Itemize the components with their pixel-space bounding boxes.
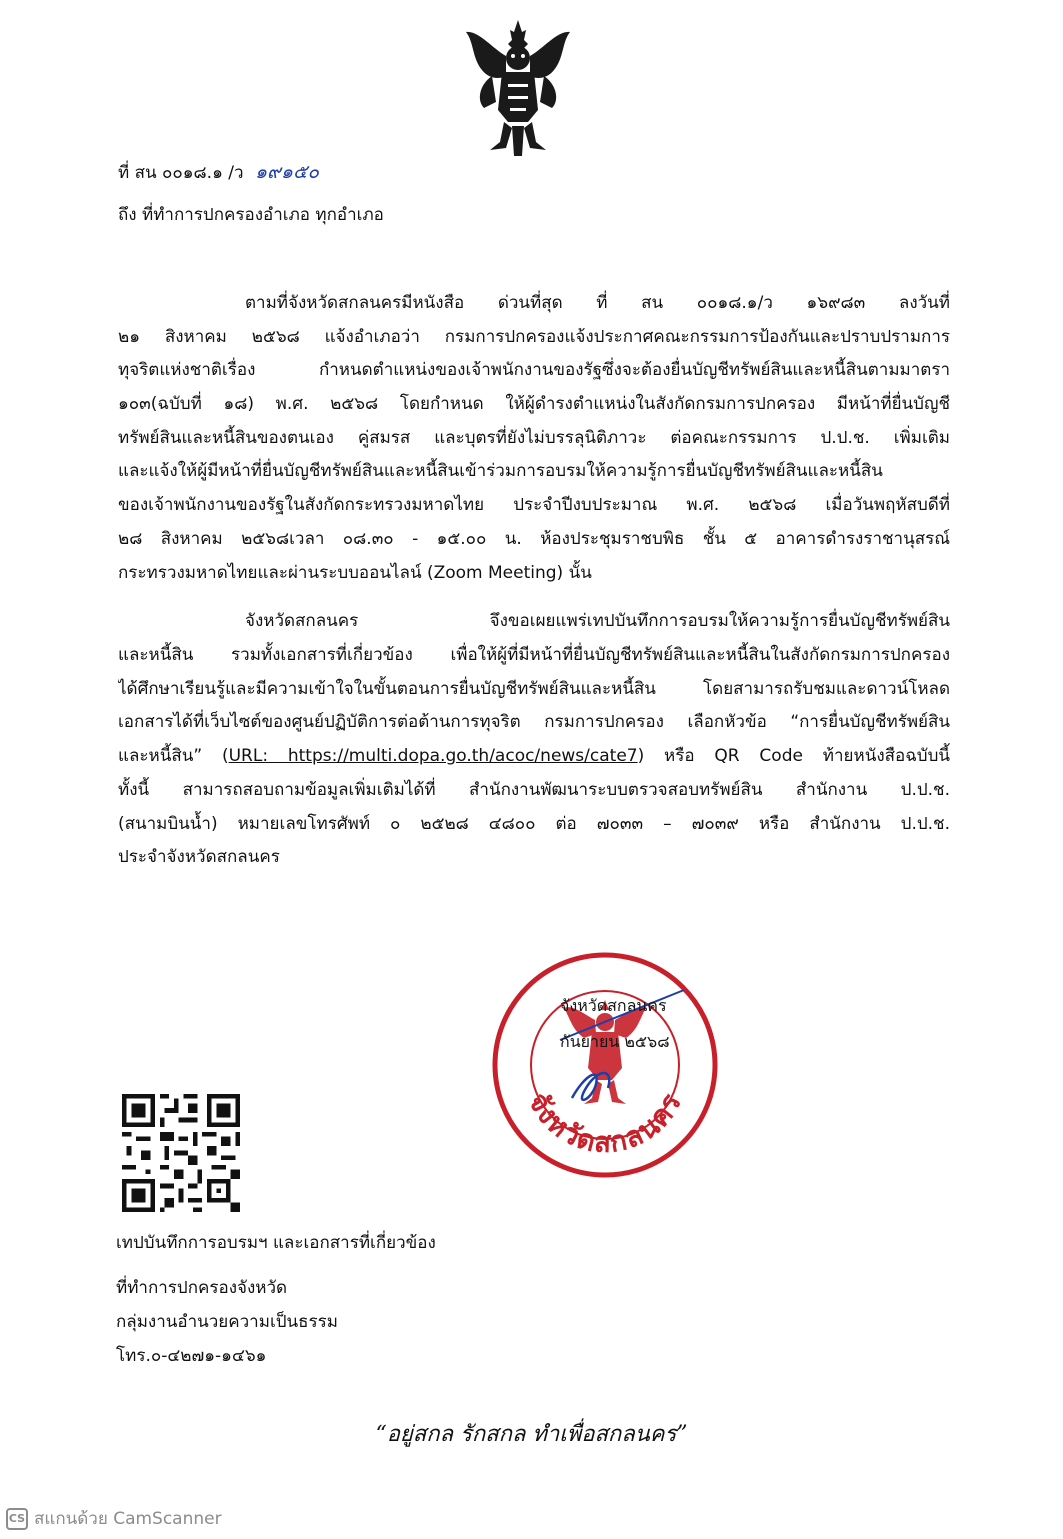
work-group-name: กลุ่มงานอำนวยความเป็นธรรม — [116, 1312, 339, 1332]
paragraph-1-line: และแจ้งให้ผู้มีหน้าที่ยื่นบัญชีทรัพย์สินและหนี้สินเข้าร่วมการอบรมให้ความรู้การยื่นบัญชีทรัพย์สินและหนี้สิน — [118, 461, 883, 481]
paragraph-2-line: เอกสารได้ที่เว็บไซต์ของศูนย์ปฏิบัติการต่อต้านการทุจริต กรมการปกครอง เลือกหัวข้อ “การยื่นบัญชีทรัพย์สิน — [118, 712, 950, 732]
paragraph-2-line: ได้ศึกษาเรียนรู้และมีความเข้าใจในขั้นตอนการยื่นบัญชีทรัพย์สินและหนี้สิน โดยสามารถรับชมและดาวน์โหลด — [118, 679, 950, 699]
seal-ring-text: จังหวัดสกลนคร — [521, 1087, 689, 1160]
url-prefix: และหนี้สิน” ( — [118, 746, 229, 766]
provincial-seal-stamp-icon — [488, 948, 722, 1182]
camscanner-watermark — [6, 1505, 222, 1532]
paragraph-2-line: และหนี้สิน รวมทั้งเอกสารที่เกี่ยวข้อง เพื่อให้ผู้ที่มีหน้าที่ยื่นบัญชีทรัพย์สินและหนี้สินในสังกัดกรมการปกครอง — [118, 645, 950, 665]
office-name: ที่ทำการปกครองจังหวัด — [116, 1278, 288, 1298]
addressee: ถึง ที่ทำการปกครองอำเภอ ทุกอำเภอ — [118, 205, 384, 225]
url-suffix: ) หรือ QR Code ท้ายหนังสือฉบับนี้ — [637, 746, 950, 766]
reference-number — [118, 155, 319, 190]
paragraph-1-line: ๑๐๓(ฉบับที่ ๑๘) พ.ศ. ๒๕๖๘ โดยกำหนด ให้ผู้ดำรงตำแหน่งในสังกัดกรมการปกครอง มีหน้าที่ยื่นบัญชี — [118, 394, 950, 414]
phone-number: โทร.๐-๔๒๗๑-๑๔๖๑ — [116, 1346, 267, 1366]
paragraph-2-line: จังหวัดสกลนคร จึงขอเผยแพร่เทปบันทึกการอบรมให้ความรู้การยื่นบัญชีทรัพย์สิน — [245, 611, 950, 631]
camscanner-logo-icon: CS — [6, 1508, 28, 1530]
camscanner-text: สแกนด้วย CamScanner — [34, 1509, 222, 1529]
paragraph-1-line: ๒๑ สิงหาคม ๒๕๖๘ แจ้งอำเภอว่า กรมการปกครองแจ้งประกาศคณะกรรมการป้องกันและปราบปรามการ — [118, 327, 950, 347]
paragraph-1-line: ๒๘ สิงหาคม ๒๕๖๘เวลา ๐๘.๓๐ - ๑๕.๐๐ น. ห้องประชุมราชบพิธ ชั้น ๕ อาคารดำรงราชานุสรณ์ — [118, 529, 950, 549]
qr-code-icon[interactable] — [122, 1094, 240, 1212]
paragraph-1-line: ทุจริตแห่งชาติเรื่อง กำหนดตำแหน่งของเจ้าพนักงานของรัฐซึ่งจะต้องยื่นบัญชีทรัพย์สินและหนี้สินตามมาตรา — [118, 360, 950, 380]
paragraph-1-line: ทรัพย์สินและหนี้สินของตนเอง คู่สมรส และบุตรที่ยังไม่บรรลุนิติภาวะ ต่อคณะกรรมการ ป.ป.ช. เพิ่มเติม — [118, 428, 950, 448]
seal-province-text: จังหวัดสกลนคร — [560, 996, 667, 1015]
qr-caption: เทปบันทึกการอบรมฯ และเอกสารที่เกี่ยวข้อง — [116, 1233, 436, 1253]
paragraph-1-line: ของเจ้าพนักงานของรัฐในสังกัดกระทรวงมหาดไทย ประจำปีงบประมาณ พ.ศ. ๒๕๖๘ เมื่อวันพฤหัสบดีที่ — [118, 495, 950, 515]
paragraph-1-line: ตามที่จังหวัดสกลนครมีหนังสือ ด่วนที่สุด ที่ สน ๐๐๑๘.๑/ว ๑๖๙๘๓ ลงวันที่ — [245, 293, 950, 313]
reference-prefix: ที่ สน ๐๐๑๘.๑ /ว — [118, 163, 244, 183]
province-motto: “อยู่สกล รักสกล ทำเพื่อสกลนคร” — [375, 1422, 688, 1447]
svg-text:จังหวัดสกลนคร — [522, 1087, 689, 1159]
paragraph-2-line: (สนามบินน้ำ) หมายเลขโทรศัพท์ ๐ ๒๕๒๘ ๔๘๐๐ ต่อ ๗๐๓๓ – ๗๐๓๙ หรือ สำนักงาน ป.ป.ช. — [118, 814, 950, 834]
paragraph-2-line: ทั้งนี้ สามารถสอบถามข้อมูลเพิ่มเติมได้ที่ สำนักงานพัฒนาระบบตรวจสอบทรัพย์สิน สำนักงาน ป.ป.ช. — [118, 780, 950, 800]
paragraph-1-line: กระทรวงมหาดไทยและผ่านระบบออนไลน์ (Zoom Meeting) นั้น — [118, 563, 592, 583]
acoc-url-link[interactable]: URL: https://multi.dopa.go.th/acoc/news/cate7 — [228, 746, 638, 766]
reference-handwritten-number: ๑๙๑๕๐ — [254, 161, 319, 183]
garuda-emblem-icon — [462, 18, 574, 160]
paragraph-2-url-line — [118, 739, 950, 773]
paragraph-2-line: ประจำจังหวัดสกลนคร — [118, 847, 280, 867]
seal-date-text: กันยายน ๒๕๖๘ — [560, 1032, 670, 1051]
